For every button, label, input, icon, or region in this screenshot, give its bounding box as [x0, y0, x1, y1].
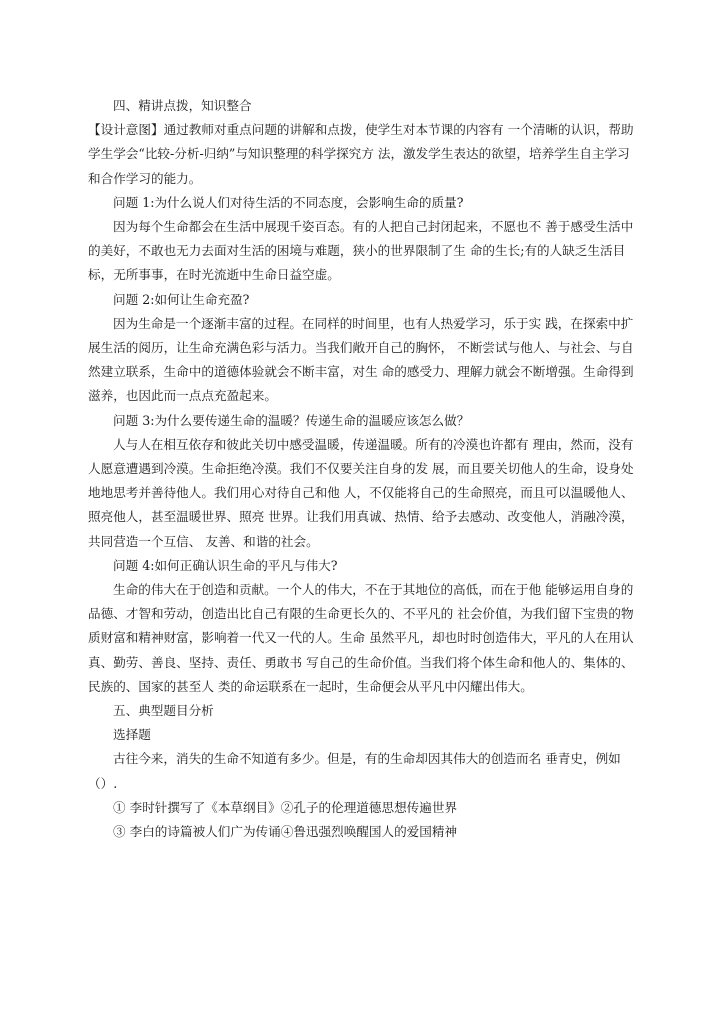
- section-five-heading: 五、典型题目分析: [113, 703, 214, 719]
- question-1-answer: 因为每个生命都会在生活中展现千姿百态。有的人把自己封闭起来，不愿也不 善于感受生活中的美好，不敢也无力去面对生活的困境与难题，狭小的世界限制了生 命的生长;有的人缺乏生活目标，无所事事，在时光流逝中生命日益空虚。: [88, 219, 634, 283]
- document-body: [88, 94, 640, 844]
- section-four-heading: 四、精讲点拨，知识整合: [113, 98, 252, 113]
- question-3-heading: 问题 3:为什么要传递生命的温暖？传递生命的温暖应该怎么做？: [113, 412, 470, 428]
- question-4-answer: 生命的伟大在于创造和贡献。一个人的伟大，不在于其地位的高低，而在于他 能够运用自身的品德、才智和劳动，创造出比自己有限的生命更长久的、不平凡的 社会价值，为我们留下宝贵的物质财富和精神财富，影响着一代又一代的人。生命 虽然平凡，却也时时创造伟大，平凡的人在用认真、勤劳、善良、坚持、责任、勇敢书 写自己的生命价值。当我们将个体生命和他人的、集体的、民族的、国家的甚至人 类的命运联系在一起时，生命便会从平凡中闪耀出伟大。: [88, 582, 634, 694]
- question-4-heading: 问题 4:如何正确认识生命的平凡与伟大?: [113, 557, 338, 573]
- choice-options-line-1: ① 李时针撰写了《本草纲目》②孔子的伦理道德思想传遍世界: [113, 799, 458, 815]
- design-intent-paragraph: 【设计意图】通过教师对重点问题的讲解和点拨，使学生对本节课的内容有 一个清晰的认识，帮助学生学会“比较-分析-归纳”与知识整理的科学探究方 法，激发学生表达的欲望，培养学生自主学习和合作学习的能力。: [88, 122, 634, 186]
- choice-options-line-2: ③ 李白的诗篇被人们广为传诵④鲁迅强烈唤醒国人的爱国精神: [113, 824, 458, 840]
- choice-question-stem: 古往今来，消失的生命不知道有多少。但是，有的生命却因其伟大的创造而名 垂青史，例如（）.: [88, 751, 621, 791]
- question-1-heading: 问题 1:为什么说人们对待生活的不同态度，会影响生命的质量?: [113, 194, 464, 210]
- question-3-answer: 人与人在相互依存和彼此关切中感受温暖，传递温暖。所有的冷漠也许都有 理由，然而，没有人愿意遭遇到冷漠。生命拒绝冷漠。我们不仅要关注自身的发 展，而且要关切他人的生命，设身处地地思考并善待他人。我们用心对待自己和他 人，不仅能将自己的生命照亮，而且可以温暖他人、照亮他人，甚至温暖世界、照亮 世界。让我们用真诚、热情、给予去感动、改变他人，消融冷漠，共同营造一个互信、 友善、和谐的社会。: [88, 436, 634, 549]
- question-2-answer: 因为生命是一个逐渐丰富的过程。在同样的时间里，也有人热爱学习，乐于实 践，在探索中扩展生活的阅历，让生命充满色彩与活力。当我们敞开自己的胸怀， 不断尝试与他人、与社会、与自然建立联系，生命中的道德体验就会不断丰富，对生 命的感受力、理解力就会不断增强。生命得到滋养，也因此而一点点充盈起来。: [88, 315, 634, 404]
- choice-question-label: 选择题: [113, 727, 151, 743]
- question-2-heading: 问题 2:如何让生命充盈?: [113, 291, 250, 307]
